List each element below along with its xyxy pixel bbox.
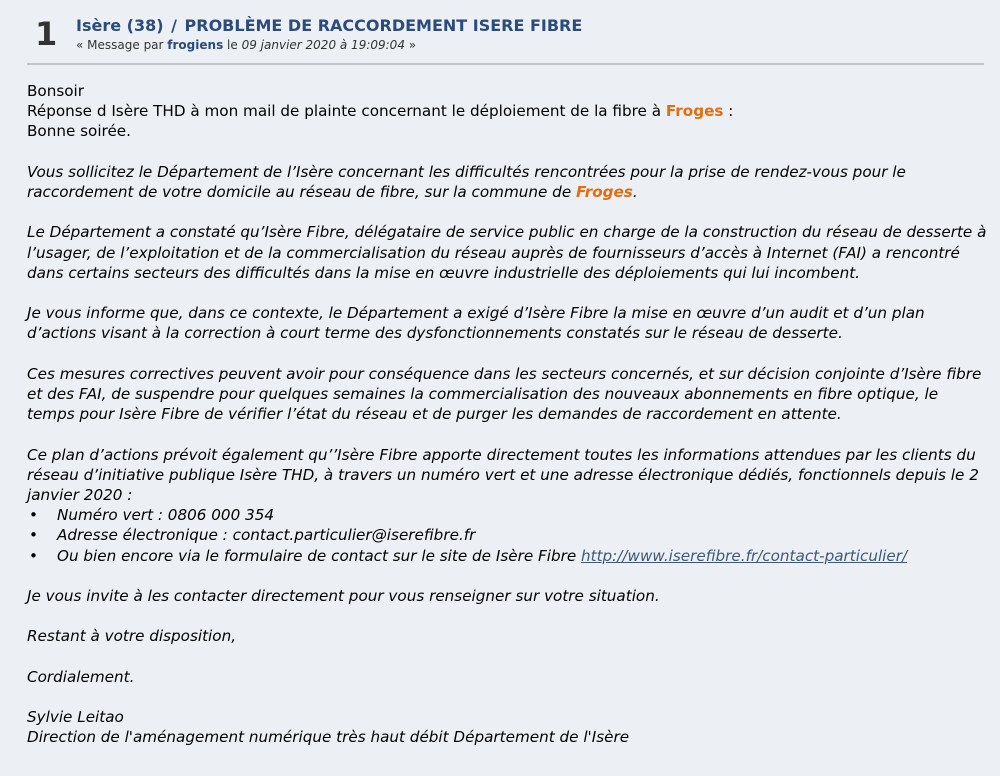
intro-colon: : bbox=[728, 102, 734, 121]
intro-paragraph bbox=[27, 81, 987, 142]
header-divider bbox=[27, 63, 984, 65]
paragraph-2: Le Département a constaté qu’Isère Fibre, délégataire de service public en charge de la construction du réseau de desserte à l’usager, de l’exploitation et de la commercialisation du réseau auprès de fournisseurs d’accès à Internet (FAI) a rencontré dans certains secteurs des difficultés dans la mise en œuvre industrielle des déploiements qui lui incombent. bbox=[27, 223, 987, 282]
author-link[interactable]: frogiens bbox=[167, 38, 224, 52]
paragraph-4: Ces mesures correctives peuvent avoir pour conséquence dans les secteurs concernés, et sur décision conjointe d’Isère fibre et des FAI, de suspendre pour quelques semaines la commercialisation des nouveaux abonnements en fibre optique, le temps pour Isère Fibre de vérifier l’état du réseau et de purger les demandes de raccordement en attente. bbox=[27, 364, 982, 424]
signature-title: Direction de l'aménagement numérique très haut débit Département de l'Isère bbox=[27, 728, 630, 747]
post-number: 1 bbox=[35, 15, 58, 53]
list-item-text: Numéro vert : 0806 000 354 bbox=[57, 506, 275, 525]
paragraph-5-text: Ce plan d’actions prévoit également qu’’Isère Fibre apporte directement toutes les informations attendues par les clients du réseau d’initiative publique Isère THD, à travers un numéro vert et une adresse électronique dédiés, fonctionnels depuis le 2 janvier 2020 : bbox=[27, 445, 979, 504]
signature bbox=[27, 707, 987, 747]
meta-prefix: « Message par bbox=[76, 38, 164, 52]
post-content bbox=[27, 81, 987, 768]
post-date: 09 janvier 2020 à 19:09:04 bbox=[241, 38, 405, 52]
signature-name: Sylvie Leitao bbox=[27, 708, 124, 727]
bullet: • bbox=[29, 546, 38, 565]
intro-closing: Bonne soirée. bbox=[27, 122, 131, 141]
meta-suffix: » bbox=[408, 38, 417, 52]
highlight-froges: Froges bbox=[665, 102, 724, 121]
paragraph-1-text: Vous sollicitez le Département de l’Isère concernant les difficultés rencontrées pour la prise de rendez-vous pour le raccordement de votre domicile au réseau de fibre, sur la commune de bbox=[27, 162, 906, 201]
paragraph-6: Je vous invite à les contacter directement pour vous renseigner sur votre situation. bbox=[27, 586, 660, 605]
topic-title-link[interactable]: PROBLÈME DE RACCORDEMENT ISERE FIBRE bbox=[184, 16, 583, 35]
list-item bbox=[27, 505, 987, 525]
meta-le: le bbox=[227, 38, 238, 52]
highlight-froges-2: Froges bbox=[576, 183, 633, 201]
bullet: • bbox=[29, 506, 38, 525]
post-title bbox=[76, 15, 582, 37]
list-item bbox=[27, 546, 987, 566]
paragraph-1 bbox=[27, 162, 987, 202]
intro-greeting: Bonsoir bbox=[27, 82, 85, 100]
title-separator: / bbox=[171, 16, 177, 35]
paragraph-5 bbox=[27, 445, 987, 566]
paragraph-1-end: . bbox=[632, 183, 638, 201]
bullet: • bbox=[29, 526, 38, 545]
paragraph-3: Je vous informe que, dans ce contexte, le Département a exigé d’Isère Fibre la mise en œuvre d’un audit et d’un plan d’actions visant à la correction à court terme des dysfonctionnements constatés sur le réseau de desserte. bbox=[27, 304, 925, 343]
intro-text: Réponse d Isère THD à mon mail de plainte concernant le déploiement de la fibre à bbox=[27, 102, 662, 121]
post-meta bbox=[76, 37, 582, 53]
paragraph-8: Cordialement. bbox=[27, 667, 135, 686]
list-item-text: Ou bien encore via le formulaire de contact sur le site de Isère Fibre bbox=[57, 546, 577, 565]
post-header bbox=[76, 15, 582, 53]
paragraph-7: Restant à votre disposition, bbox=[27, 627, 237, 646]
contact-list bbox=[27, 505, 987, 566]
topic-category-link[interactable]: Isère (38) bbox=[76, 16, 164, 35]
contact-form-link[interactable]: http://www.iserefibre.fr/contact-particulier/ bbox=[581, 546, 908, 565]
list-item bbox=[27, 525, 987, 545]
list-item-text: Adresse électronique : contact.particulier@iserefibre.fr bbox=[57, 526, 476, 545]
